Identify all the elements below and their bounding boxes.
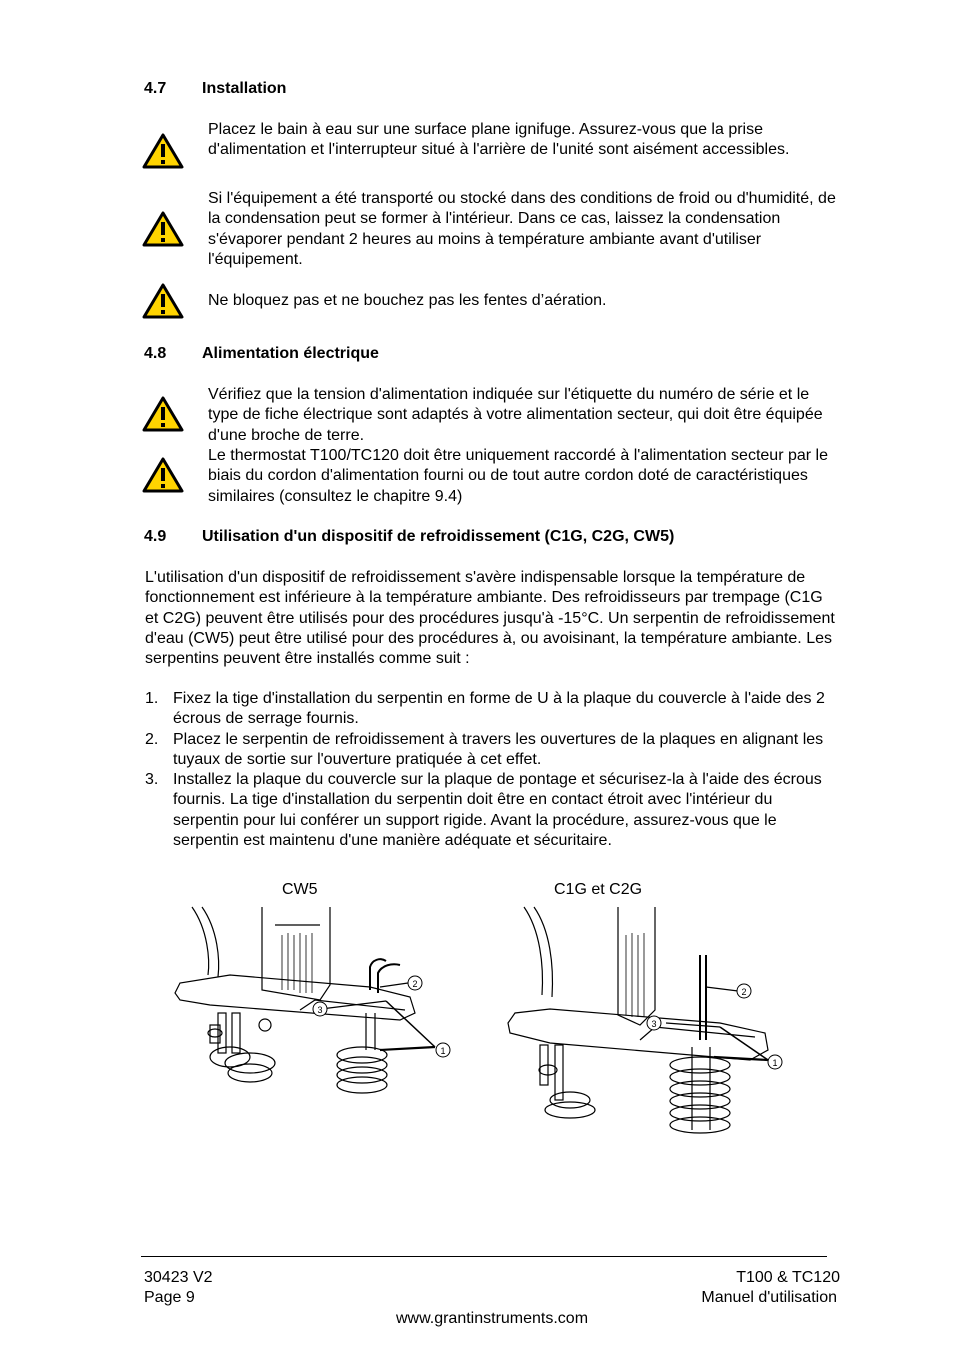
footer-manual: Manuel d'utilisation (701, 1289, 837, 1306)
step-text: Fixez la tige d'installation du serpentin en forme de U à la plaque du couvercle à l'aide des 2 écrous de serrage fournis. (173, 690, 825, 728)
callout-1 (768, 1055, 782, 1069)
warning-text: Placez le bain à eau sur une surface plane ignifuge. Assurez-vous que la prise d'alimentation et l'interrupteur situé à l'arrière de l'unité sont aisément accessibles. (208, 121, 790, 159)
cw5-coil-illustration (170, 905, 470, 1095)
section-number: 4.9 (144, 528, 167, 545)
section-title: Utilisation d'un dispositif de refroidissement (C1G, C2G, CW5) (202, 528, 675, 545)
footer-page-number: Page 9 (144, 1289, 195, 1306)
callout-3 (647, 1016, 661, 1030)
installation-steps (145, 689, 835, 851)
svg-text:2: 2 (741, 987, 747, 997)
footer-product: T100 & TC120 (736, 1269, 840, 1286)
figure-caption-c1g-c2g: C1G et C2G (554, 881, 643, 898)
step-number: 1. (145, 690, 159, 707)
warning-text: Vérifiez que la tension d'alimentation indiquée sur l'étiquette du numéro de série et le type de fiche électrique sont adaptés à votre alimentation secteur, qui doit être équipée d'une broche de terre. (208, 386, 823, 444)
intro-paragraph: L'utilisation d'un dispositif de refroidissement s'avère indispensable lorsque la température de fonctionnement est inférieure à la température ambiante. Des refroidisseurs par trempage (C1G et C2G) peuvent être utilisés pour des procédures jusqu'à -15°C. Un serpentin de refroidissement d'eau (CW5) peut être utilisé pour des procédures à, ou avoisinant, la température ambiante. Les serpentins peuvent être installés comme suit : (145, 569, 835, 668)
callout-2 (408, 976, 422, 990)
warning-text: Si l'équipement a été transporté ou stocké dans des conditions de froid ou d'humidité, de la condensation peut se former à l'intérieur. Dans ce cas, laissez la condensation s'évaporer pendant 2 heures au moins à température ambiante avant d'utiliser l'équipement. (208, 190, 836, 268)
footer-divider (141, 1256, 827, 1257)
footer-website: www.grantinstruments.com (395, 1310, 589, 1327)
figure-caption-cw5: CW5 (282, 881, 318, 898)
section-4-9-heading (144, 528, 844, 548)
warning-text: Le thermostat T100/TC120 doit être uniquement raccordé à l'alimentation secteur par le biais du cordon d'alimentation fourni ou de tout autre cordon doté de caractéristiques similaires (consultez le chapitre 9.4) (208, 447, 828, 505)
section-number: 4.7 (144, 80, 167, 97)
warning-text: Ne bloquez pas et ne bouchez pas les fentes d’aération. (208, 292, 607, 309)
section-4-7-heading (144, 80, 544, 100)
warning-triangle-icon (141, 132, 185, 170)
svg-text:3: 3 (317, 1005, 323, 1015)
list-item (145, 770, 835, 851)
svg-text:3: 3 (651, 1019, 657, 1029)
list-item (145, 730, 835, 771)
warning-triangle-icon (141, 395, 185, 433)
section-title: Alimentation électrique (202, 345, 379, 362)
step-number: 3. (145, 771, 159, 789)
callout-3 (313, 1002, 327, 1016)
svg-text:2: 2 (412, 979, 418, 989)
svg-text:1: 1 (440, 1046, 446, 1056)
list-item (145, 689, 835, 730)
warning-triangle-icon (141, 210, 185, 248)
footer-doc-code: 30423 V2 (144, 1269, 213, 1286)
warning-triangle-icon (141, 456, 185, 494)
step-text: Installez la plaque du couvercle sur la plaque de pontage et sécurisez-la à l'aide des écrous fournis. La tige d'installation du serpentin doit être en contact étroit avec l'intérieur du serpentin pour lui conférer un support rigide. Avant la procédure, assurez-vous que le serpentin est maintenu d'une manière adéquate et sécuritaire. (173, 771, 822, 850)
section-title: Installation (202, 80, 287, 97)
warning-triangle-icon (141, 282, 185, 320)
step-text: Placez le serpentin de refroidissement à travers les ouvertures de la plaques en alignant les tuyaux de sortie sur l'ouverture pratiquée à cet effet. (173, 730, 824, 768)
section-number: 4.8 (144, 345, 167, 362)
step-number: 2. (145, 730, 159, 748)
section-4-8-heading (144, 345, 644, 365)
callout-1 (436, 1043, 450, 1057)
svg-text:1: 1 (772, 1058, 778, 1068)
c1g-c2g-cooler-illustration (500, 905, 800, 1145)
callout-2 (737, 984, 751, 998)
